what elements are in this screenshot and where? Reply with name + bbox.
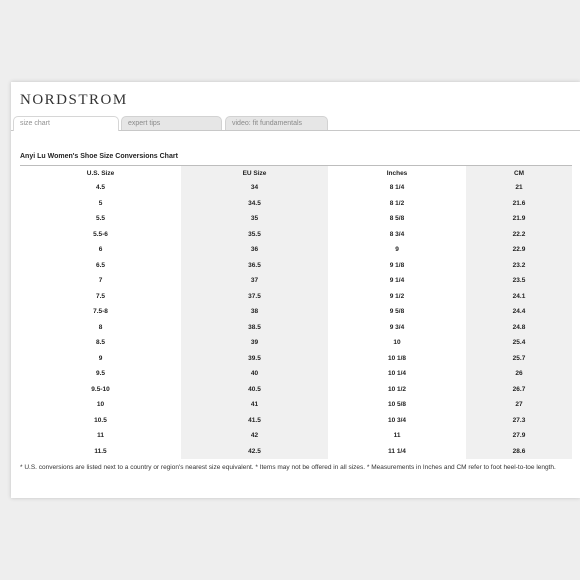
- inches-cell: 10: [393, 339, 401, 347]
- inches-cell: 9 5/8: [389, 308, 405, 316]
- us-size-cell: 11: [97, 432, 104, 440]
- table-row: [20, 304, 572, 320]
- table-row: [20, 335, 572, 351]
- cm-cell: 21.9: [466, 211, 572, 227]
- eu-size-cell: 40: [181, 366, 328, 382]
- inches-cell: 10 3/4: [387, 416, 407, 424]
- eu-size-cell: 36: [181, 242, 328, 258]
- table-row: [20, 273, 572, 289]
- cm-cell: 25.7: [466, 351, 572, 367]
- table-row: [20, 428, 572, 444]
- us-size-cell: 5.5-6: [93, 230, 108, 238]
- size-chart-panel: [11, 82, 580, 498]
- eu-size-cell: 42: [181, 428, 328, 444]
- us-size-cell: 7.5: [95, 292, 106, 300]
- inches-cell: 10 1/8: [387, 354, 407, 362]
- eu-size-cell: 38: [181, 304, 328, 320]
- us-size-cell: 7.5-8: [93, 308, 108, 316]
- us-size-cell: 5.5: [95, 215, 106, 223]
- inches-cell: 11: [393, 432, 401, 440]
- inches-cell: 10 5/8: [387, 401, 407, 409]
- table-row: [20, 227, 572, 243]
- us-size-cell: 9.5: [95, 370, 106, 378]
- table-row: [20, 258, 572, 274]
- eu-size-cell: 37.5: [181, 289, 328, 305]
- us-size-cell: 6.5: [95, 261, 106, 269]
- us-size-cell: 6: [98, 246, 103, 254]
- column-header-cm: CM: [466, 166, 572, 180]
- eu-size-cell: 37: [181, 273, 328, 289]
- us-size-cell: 9: [98, 354, 103, 362]
- cm-cell: 26.7: [466, 382, 572, 398]
- cm-cell: 22.2: [466, 227, 572, 243]
- inches-cell: 9: [395, 246, 399, 254]
- eu-size-cell: 34.5: [181, 196, 328, 212]
- eu-size-cell: 41: [181, 397, 328, 413]
- table-row: [20, 180, 572, 196]
- cm-cell: 24.1: [466, 289, 572, 305]
- inches-cell: 9 1/2: [389, 292, 405, 300]
- us-size-cell: 10: [96, 401, 105, 409]
- cm-cell: 22.9: [466, 242, 572, 258]
- cm-cell: 27: [466, 397, 572, 413]
- inches-cell: 8 5/8: [389, 215, 405, 223]
- us-size-cell: 5: [98, 199, 103, 207]
- eu-size-cell: 42.5: [181, 444, 328, 460]
- chart-title: Anyi Lu Women's Shoe Size Conversions Chart: [20, 153, 178, 160]
- table-row: [20, 382, 572, 398]
- table-row: [20, 413, 572, 429]
- column-header-eu-size: EU Size: [181, 166, 328, 180]
- eu-size-cell: 41.5: [181, 413, 328, 429]
- nordstrom-logo: NORDSTROM: [20, 92, 128, 108]
- cm-cell: 23.2: [466, 258, 572, 274]
- cm-cell: 21.6: [466, 196, 572, 212]
- cm-cell: 24.4: [466, 304, 572, 320]
- column-header-us-size: U.S. Size: [86, 169, 115, 177]
- eu-size-cell: 35.5: [181, 227, 328, 243]
- inches-cell: 8 1/4: [389, 184, 405, 192]
- tab-bar: [11, 113, 580, 131]
- size-conversion-table: [20, 166, 572, 459]
- eu-size-cell: 36.5: [181, 258, 328, 274]
- us-size-cell: 8: [98, 323, 103, 331]
- inches-cell: 8 3/4: [389, 230, 405, 238]
- inches-cell: 11 1/4: [388, 447, 406, 455]
- tab-expert-tips[interactable]: expert tips: [121, 116, 222, 130]
- cm-cell: 23.5: [466, 273, 572, 289]
- table-row: [20, 211, 572, 227]
- eu-size-cell: 39: [181, 335, 328, 351]
- us-size-cell: 7: [98, 277, 103, 285]
- inches-cell: 9 1/4: [389, 277, 405, 285]
- cm-cell: 28.6: [466, 444, 572, 460]
- table-row: [20, 289, 572, 305]
- cm-cell: 27.3: [466, 413, 572, 429]
- tab-size-chart[interactable]: size chart: [13, 116, 119, 131]
- eu-size-cell: 34: [181, 180, 328, 196]
- tab-video-fit-fundamentals[interactable]: video: fit fundamentals: [225, 116, 328, 130]
- footnote: * U.S. conversions are listed next to a country or region's nearest size equivalent. * Items may not be offered in all sizes. * Measurements in Inches and CM refer to foot heel-to-toe length.: [20, 464, 556, 471]
- inches-cell: 9 3/4: [389, 323, 405, 331]
- inches-cell: 8 1/2: [389, 199, 405, 207]
- table-row: [20, 351, 572, 367]
- eu-size-cell: 38.5: [181, 320, 328, 336]
- us-size-cell: 4.5: [95, 184, 106, 192]
- us-size-cell: 8.5: [95, 339, 106, 347]
- table-header-row: [20, 166, 572, 180]
- us-size-cell: 11.5: [94, 447, 107, 455]
- cm-cell: 21: [466, 180, 572, 196]
- cm-cell: 24.8: [466, 320, 572, 336]
- cm-cell: 27.9: [466, 428, 572, 444]
- cm-cell: 25.4: [466, 335, 572, 351]
- eu-size-cell: 35: [181, 211, 328, 227]
- table-row: [20, 320, 572, 336]
- table-row: [20, 366, 572, 382]
- cm-cell: 26: [466, 366, 572, 382]
- inches-cell: 10 1/4: [387, 370, 407, 378]
- eu-size-cell: 39.5: [181, 351, 328, 367]
- inches-cell: 9 1/8: [389, 261, 405, 269]
- eu-size-cell: 40.5: [181, 382, 328, 398]
- table-row: [20, 242, 572, 258]
- table-row: [20, 196, 572, 212]
- us-size-cell: 10.5: [94, 416, 107, 424]
- inches-cell: 10 1/2: [387, 385, 407, 393]
- table-row: [20, 397, 572, 413]
- column-header-inches: Inches: [386, 169, 408, 177]
- table-row: [20, 444, 572, 460]
- us-size-cell: 9.5-10: [91, 385, 110, 393]
